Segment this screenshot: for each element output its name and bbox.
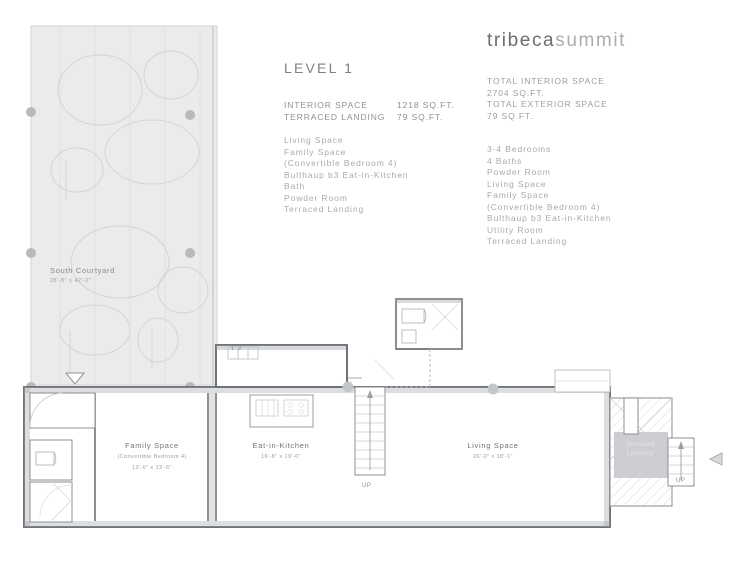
total-feature-item-8: Terraced Landing [487, 236, 568, 246]
terraced-landing-line-1: Terraced [625, 441, 655, 448]
brand-logo [487, 30, 626, 52]
level-feature-list [284, 135, 484, 216]
courtyard-name: South Courtyard [50, 266, 116, 275]
south-courtyard-graphic [26, 26, 217, 392]
total-feature-item-2: Powder Room [487, 167, 551, 177]
total-exterior-label: TOTAL EXTERIOR SPACE [487, 99, 608, 109]
total-interior-value: 2704 SQ.FT. [487, 87, 545, 98]
total-spec-block [487, 76, 707, 248]
room-label-living-space [433, 441, 553, 462]
total-feature-item-3: Living Space [487, 178, 547, 189]
room-label-terraced-landing [614, 441, 666, 458]
family-space-dimensions: 13'-6" x 13'-6" [132, 465, 172, 471]
feature-item-5: Powder Room [284, 192, 348, 203]
kitchen-dimensions: 16'-8" x 19'-6" [261, 454, 301, 460]
spec-label-terraced-landing: TERRACED LANDING [284, 111, 386, 122]
spec-row-terraced-landing [284, 112, 484, 124]
courtyard-label [50, 266, 115, 286]
kitchen-mark-numbers: 1 2 [231, 346, 243, 352]
total-feature-item-4: Family Space [487, 190, 550, 200]
stair-up-label-interior: UP [362, 483, 372, 489]
feature-item-6: Terraced Landing [284, 204, 365, 214]
room-label-eat-in-kitchen [221, 441, 341, 462]
brand-part-two: summit [555, 30, 627, 51]
interior-spec-block [284, 100, 484, 216]
kitchen-name: Eat-in-Kitchen [252, 441, 310, 450]
terraced-landing-line-2: Landing [626, 449, 654, 457]
room-label-family-space [96, 441, 208, 473]
total-feature-item-6: Bulthaup b3 Eat-in-Kitchen [487, 213, 612, 223]
total-exterior-value: 79 SQ.FT. [487, 110, 534, 121]
family-space-name: Family Space [125, 441, 179, 450]
feature-item-3: Bulthaup b3 Eat-in-Kitchen [284, 169, 409, 180]
spec-value-terraced-landing: 79 SQ.FT. [397, 111, 444, 122]
page-title: LEVEL 1 [284, 60, 355, 76]
spec-label-interior-space: INTERIOR SPACE [284, 100, 368, 110]
living-space-dimensions: 26'-0" x 18'-1" [473, 454, 513, 460]
total-feature-item-0: 3-4 Bedrooms [487, 144, 552, 154]
total-feature-item-5: (Convertible Bedroom 4) [487, 201, 601, 212]
feature-item-4: Bath [284, 181, 306, 191]
feature-item-0: Living Space [284, 135, 344, 145]
total-feature-item-1: 4 Baths [487, 155, 523, 166]
total-interior-label: TOTAL INTERIOR SPACE [487, 76, 605, 86]
living-space-name: Living Space [467, 441, 519, 450]
stair-up-label-exterior: UP [676, 478, 686, 484]
courtyard-dimensions: 28'-8" x 42'-0" [50, 278, 92, 284]
family-space-alt: (Convertible Bedroom 4) [117, 454, 187, 460]
total-feature-item-7: Utility Room [487, 224, 544, 235]
feature-item-1: Family Space [284, 146, 347, 157]
spec-value-interior-space: 1218 SQ.FT. [397, 100, 455, 110]
spec-row-interior-space [284, 100, 484, 112]
brand-part-one: tribeca [487, 30, 556, 51]
feature-item-2: (Convertible Bedroom 4) [284, 158, 398, 168]
